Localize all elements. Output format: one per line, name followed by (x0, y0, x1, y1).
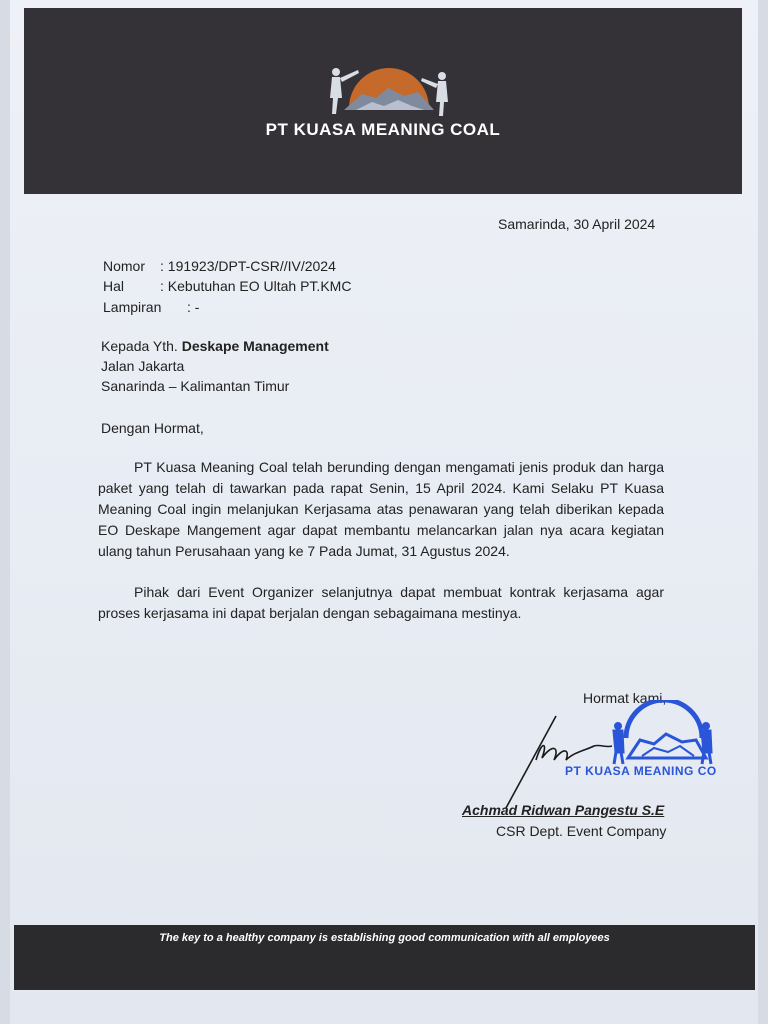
body-paragraph-1: PT Kuasa Meaning Coal telah berunding dengan mengamati jenis produk dan harga paket yang telah di tawarkan pada rapat Senin, 15 April 2024. Kami Selaku PT Kuasa Meaning Coal ingin melanjukan Kerjasama atas penawaran yang telah diberikan kepada EO Deskape Mangement agar dapat membantu melancarkan jalan nya acara kegiatan ulang tahun Perusahaan yang ke 7 Pada Jumat, 31 Agustus 2024. (98, 459, 664, 559)
recipient-line (101, 338, 329, 354)
recipient-address-1: Jalan Jakarta (101, 358, 185, 374)
meta-label-hal: Hal (103, 278, 125, 294)
greeting: Dengan Hormat, (101, 420, 204, 436)
company-stamp-text: PT KUASA MEANING CO (565, 764, 717, 778)
meta-value-nomor: : 191923/DPT-CSR//IV/2024 (160, 258, 336, 274)
signer-name: Achmad Ridwan Pangestu S.E (462, 802, 665, 818)
company-logo (314, 48, 464, 128)
meta-value-hal: : Kebutuhan EO Ultah PT.KMC (160, 278, 352, 294)
meta-value-lampiran: : - (187, 299, 200, 315)
recipient-name: Deskape Management (181, 338, 329, 354)
signer-title: CSR Dept. Event Company (496, 823, 667, 839)
closing: Hormat kami, (583, 690, 667, 706)
company-name: PT KUASA MEANING COAL (265, 120, 501, 139)
letterhead (24, 8, 742, 194)
recipient-address-2: Sanarinda – Kalimantan Timur (101, 378, 290, 394)
footer-band (14, 925, 755, 990)
body-paragraph-2: Pihak dari Event Organizer selanjutnya dapat membuat kontrak kerjasama agar proses kerjasama ini dapat berjalan dengan sebagaimana mestinya. (98, 584, 664, 621)
meta-label-nomor: Nomor (103, 258, 146, 274)
meta-label-lampiran: Lampiran (103, 299, 162, 315)
recipient-prefix: Kepada Yth. (101, 338, 178, 354)
footer-tagline: The key to a healthy company is establishing good communication with all employees (159, 932, 610, 944)
letter-date: Samarinda, 30 April 2024 (498, 216, 656, 232)
